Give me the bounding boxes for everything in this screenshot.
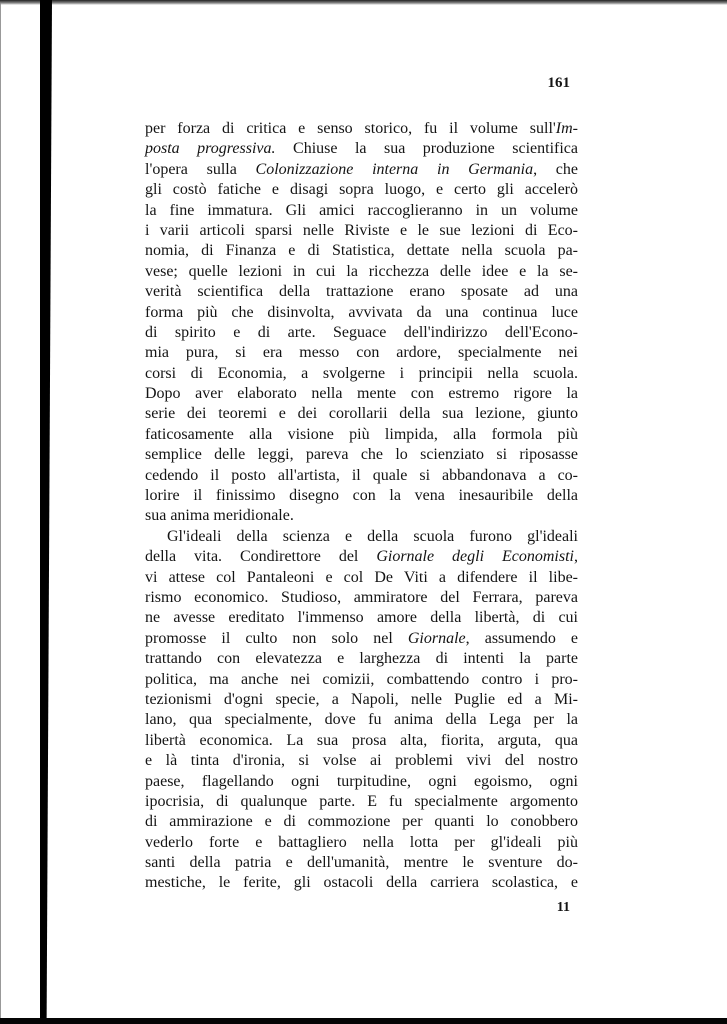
text-line: [145, 282, 578, 302]
text-line: [145, 547, 578, 567]
scan-bottom-edge: [0, 1018, 727, 1024]
text-line: [145, 792, 578, 812]
signature-mark: 11: [556, 900, 570, 915]
text-segment: lorire il finissimo disegno con la vena inesauribile della: [145, 487, 578, 505]
text-line: [145, 670, 578, 690]
text-segment: rismo economico. Studioso, ammiratore del Ferrara, pareva: [145, 588, 578, 606]
text-line: [145, 160, 578, 180]
text-line: [145, 201, 578, 221]
text-segment: faticosamente alla visione più limpida, alla formola più: [145, 425, 578, 443]
text-segment: forma più che disinvolta, avvivata da una continua luce: [145, 303, 578, 321]
text-line: [145, 119, 578, 139]
text-line: [145, 241, 578, 261]
text-segment: ipocrisia, di qualunque parte. E fu specialmente argomento: [145, 792, 578, 810]
text-segment: paese, flagellando ogni turpitudine, ogni egoismo, ogni: [145, 772, 578, 790]
text-line: [145, 404, 578, 424]
text-segment: della vita. Condirettore del: [145, 548, 377, 566]
text-segment: santi della patria e dell'umanità, mentre le sventure do-: [145, 854, 578, 872]
text-line: [145, 751, 578, 771]
text-segment: corsi di Economia, a svolgerne i principii nella scuola.: [145, 364, 578, 382]
italic-text: posta progressiva.: [145, 140, 276, 158]
italic-text: Colonizzazione interna in Germania: [255, 160, 534, 178]
text-line: [145, 425, 578, 445]
text-segment: promosse il culto non solo nel: [145, 629, 408, 647]
text-line: [145, 262, 578, 282]
text-segment: trattando con elevatezza e larghezza di intenti la parte: [145, 650, 578, 668]
text-segment: la fine immatura. Gli amici raccoglieranno in un volume: [145, 201, 578, 219]
text-line: [145, 466, 578, 486]
text-line: [145, 303, 578, 323]
text-segment: l'opera sulla: [145, 160, 256, 178]
text-segment: di ammirazione e di commozione per quanti lo conobbero: [145, 813, 578, 831]
page-number: 161: [547, 75, 570, 91]
text-line: [145, 649, 578, 669]
text-line: [145, 486, 578, 506]
text-segment: vese; quelle lezioni in cui la ricchezza delle idee e la se-: [145, 262, 578, 280]
text-segment: serie dei teoremi e dei corollarii della sua lezione, giunto: [145, 405, 578, 423]
text-segment: libertà economica. La sua prosa alta, fiorita, arguta, qua: [145, 731, 578, 749]
body-text: [145, 119, 578, 894]
text-segment: Dopo aver elaborato nella mente con estremo rigore la: [145, 385, 578, 403]
scan-top-edge: [0, 0, 727, 5]
text-line: [145, 506, 578, 526]
text-line: [145, 731, 578, 751]
text-line: [145, 812, 578, 832]
text-line: [145, 445, 578, 465]
text-segment: cedendo il posto all'artista, il quale si abbandonava a co-: [145, 466, 578, 484]
text-segment: verità scientifica della trattazione erano sposate ad una: [145, 283, 578, 301]
italic-text: Im-: [555, 120, 578, 137]
text-line: [145, 608, 578, 628]
text-line: [145, 527, 578, 547]
scan-edge: [0, 0, 1, 1024]
text-line: [145, 139, 578, 159]
text-line: [145, 221, 578, 241]
book-spine-shadow: [40, 0, 52, 1024]
text-segment: nomia, di Finanza e di Statistica, dettate nella scuola pa-: [145, 242, 578, 260]
text-line: [145, 568, 578, 588]
text-segment: , assumendo e: [465, 629, 579, 647]
text-segment: mia pura, si era messo con ardore, specialmente nei: [145, 344, 578, 362]
text-line: [145, 364, 578, 384]
text-line: [145, 853, 578, 873]
text-segment: i varii articoli sparsi nelle Riviste e le sue lezioni di Eco-: [145, 221, 578, 239]
italic-text: Giornale degli Economisti: [376, 548, 574, 566]
text-line: [145, 772, 578, 792]
text-segment: e là tinta d'ironia, si volse ai problemi vivi del nostro: [145, 752, 578, 770]
text-line: [145, 384, 578, 404]
text-segment: Chiuse la sua produzione scientifica: [275, 140, 578, 158]
text-line: [145, 710, 578, 730]
text-segment: lano, qua specialmente, dove fu anima della Lega per la: [145, 711, 578, 729]
text-segment: gli costò fatiche e disagi sopra luogo, e certo gli accelerò: [145, 181, 578, 199]
text-line: [145, 343, 578, 363]
text-line: [145, 629, 578, 649]
text-segment: di spirito e di arte. Seguace dell'indirizzo dell'Econo-: [145, 323, 578, 341]
text-segment: vi attese col Pantaleoni e col De Viti a difendere il libe-: [145, 568, 578, 586]
text-segment: tezionismi d'ogni specie, a Napoli, nelle Puglie ed a Mi-: [145, 690, 578, 708]
text-segment: ,: [574, 548, 578, 566]
text-line: [145, 873, 578, 893]
text-segment: ne avesse ereditato l'immenso amore della libertà, di cui: [145, 609, 578, 627]
text-line: [145, 180, 578, 200]
text-line: [145, 833, 578, 853]
italic-text: Giornale: [407, 629, 466, 647]
text-segment: Gl'ideali della scienza e della scuola furono gl'ideali: [167, 527, 578, 545]
text-segment: politica, ma anche nei comizii, combattendo contro i pro-: [145, 670, 578, 688]
text-line: [145, 588, 578, 608]
text-segment: mestiche, le ferite, gli ostacoli della carriera scolastica, e: [145, 874, 578, 892]
text-segment: , che: [533, 160, 579, 178]
text-segment: vederlo forte e battagliero nella lotta per gl'ideali più: [145, 833, 578, 851]
text-line: [145, 323, 578, 343]
text-segment: per forza di critica e senso storico, fu il volume sull': [145, 120, 556, 137]
text-segment: semplice delle leggi, pareva che lo scienziato si riposasse: [145, 446, 578, 464]
text-segment: sua anima meridionale.: [145, 507, 294, 525]
text-line: [145, 690, 578, 710]
